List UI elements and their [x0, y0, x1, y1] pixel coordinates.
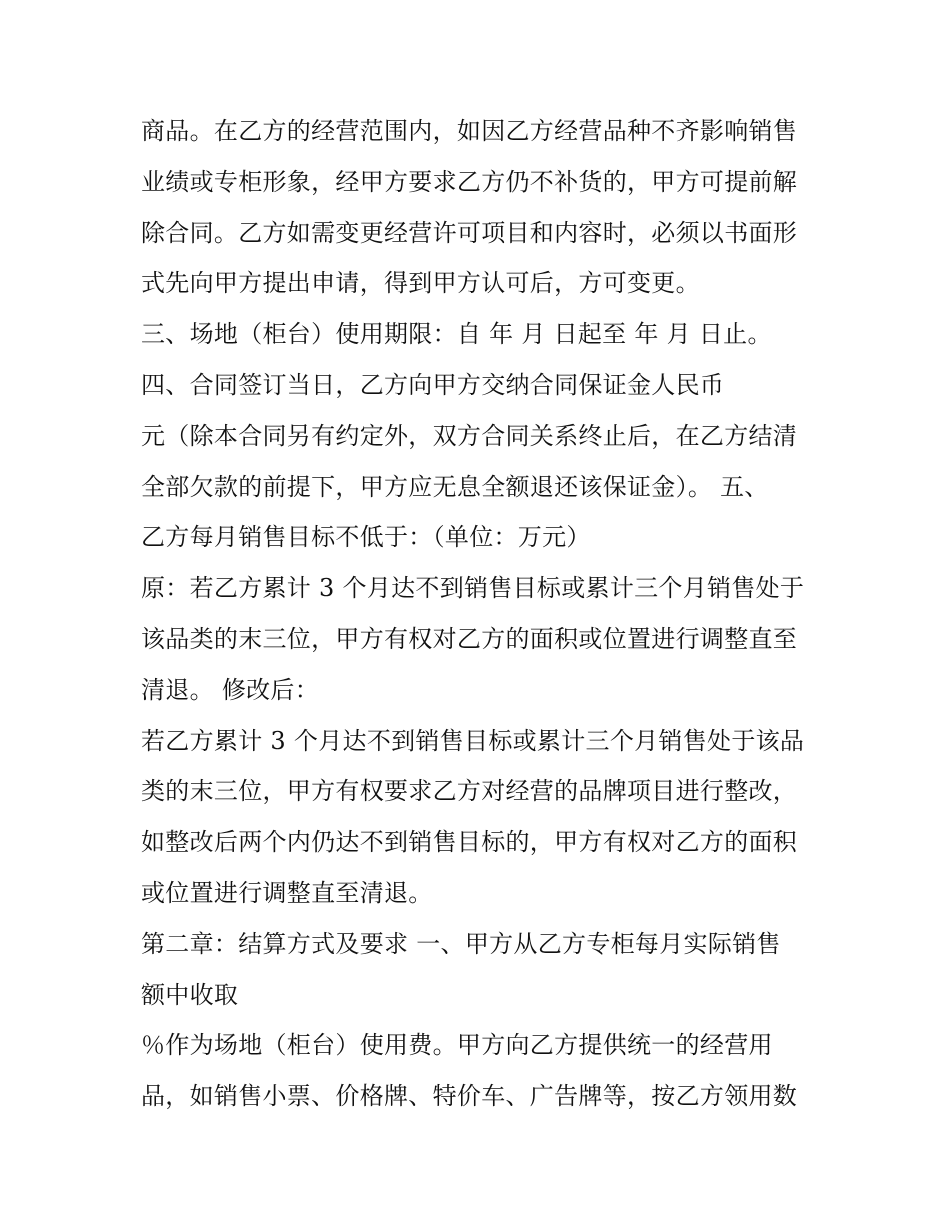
text-line: 类的末三位，甲方有权要求乙方对经营的品牌项目进行整改，: [141, 777, 798, 806]
text-line: 品，如销售小票、价格牌、特价车、广告牌等，按乙方领用数: [141, 1082, 798, 1111]
text-line: 业绩或专柜形象，经甲方要求乙方仍不补货的，甲方可提前解: [141, 167, 798, 196]
text-line: 四、合同签订当日，乙方向甲方交纳合同保证金人民币: [141, 370, 725, 399]
document-body: [141, 106, 821, 1122]
text-line: 若乙方累计 3 个月达不到销售目标或累计三个月销售处于该品: [141, 726, 805, 755]
text-line: 额中收取: [141, 980, 239, 1009]
text-line: 三、场地（柜台）使用期限：自 年 月 日起至 年 月 日止。: [141, 320, 772, 349]
text-line: 清退。 修改后：: [141, 675, 320, 704]
text-line: 元（除本合同另有约定外，双方合同关系终止后，在乙方结清: [141, 421, 798, 450]
text-line: 除合同。乙方如需变更经营许可项目和内容时，必须以书面形: [141, 218, 798, 247]
text-line: 第二章：结算方式及要求 一、甲方从乙方专柜每月实际销售: [141, 929, 781, 958]
text-line: 商品。在乙方的经营范围内，如因乙方经营品种不齐影响销售: [141, 117, 798, 145]
text-line: 乙方每月销售目标不低于：（单位：万元）: [141, 523, 591, 552]
text-line: 如整改后两个内仍达不到销售目标的，甲方有权对乙方的面积: [141, 828, 798, 857]
text-line: 原：若乙方累计 3 个月达不到销售目标或累计三个月销售处于: [141, 574, 805, 603]
text-line: ％作为场地（柜台）使用费。甲方向乙方提供统一的经营用: [141, 1031, 773, 1060]
text-line: 式先向甲方提出申请，得到甲方认可后，方可变更。: [141, 269, 700, 298]
text-line: 或位置进行调整直至清退。: [141, 878, 433, 907]
text-line: 全部欠款的前提下，甲方应无息全额退还该保证金）。 五、: [141, 472, 769, 501]
text-line: 该品类的末三位，甲方有权对乙方的面积或位置进行调整直至: [141, 624, 798, 653]
